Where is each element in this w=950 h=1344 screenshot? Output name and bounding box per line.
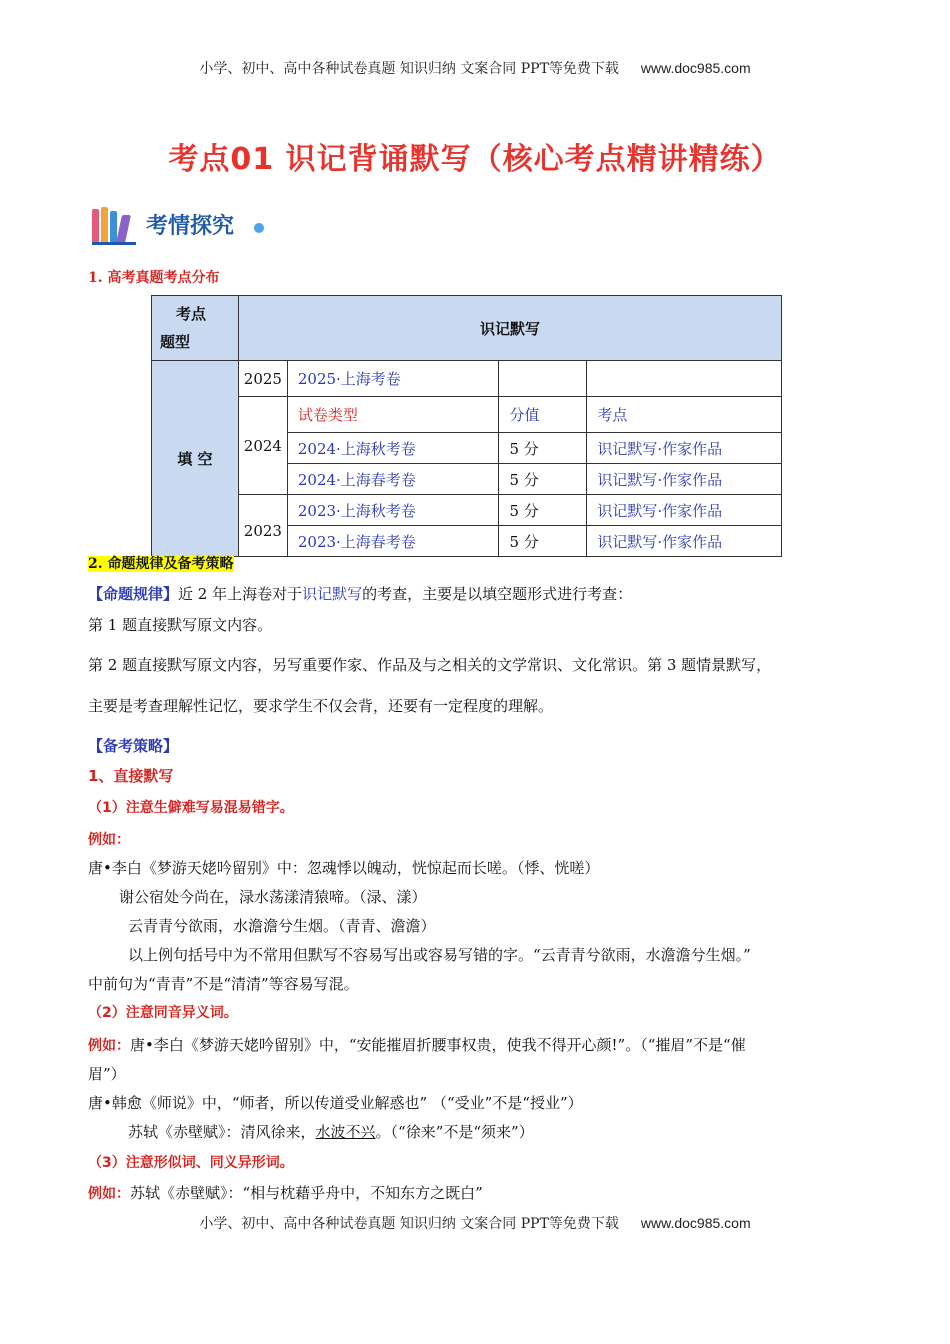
strategy-sub-3: （3）注意形似词、同义异形词。	[88, 1155, 294, 1171]
section2-heading: 2. 命题规律及备考策略	[88, 556, 234, 572]
corner-top-label: 考点	[176, 305, 207, 323]
page-footer	[0, 1213, 950, 1233]
year-cell: 2024	[238, 397, 287, 495]
example-line: 例如：唐•李白《梦游天姥吟留别》中，“安能摧眉折腰事权贵，使我不得开心颜!”。（“摧眉”不是“催	[88, 1036, 746, 1054]
header-url[interactable]: www.doc985.com	[640, 60, 751, 76]
footer-text: 小学、初中、高中各种试卷真题 知识归纳 文案合同 PPT等免费下载	[199, 1216, 619, 1232]
banner-label: 考情探究	[146, 214, 235, 239]
rule-line-2: 第 1 题直接默写原文内容。	[88, 616, 273, 634]
example-line: 云青青兮欲雨，水澹澹兮生烟。（青青、澹澹）	[128, 917, 436, 935]
col-header-paper: 试卷类型	[287, 397, 499, 433]
paper-cell: 2024·上海春考卷	[287, 464, 499, 495]
paper-cell: 2025·上海考卷	[287, 361, 499, 397]
score-cell: 5 分	[499, 526, 587, 557]
paper-cell: 2023·上海春考卷	[287, 526, 499, 557]
books-icon	[92, 205, 136, 243]
underlined-phrase: 水波不兴	[315, 1123, 376, 1141]
empty-cell	[499, 361, 587, 397]
score-cell: 5 分	[499, 495, 587, 526]
rule-paragraph: 【命题规律】近 2 年上海卷对于识记默写的考查，主要是以填空题形式进行考查：	[88, 585, 633, 603]
example-line: 眉”）	[88, 1065, 126, 1083]
side-label-cell: 填 空	[152, 361, 239, 557]
paper-cell: 2024·上海秋考卷	[287, 433, 499, 464]
table-header-cell: 识记默写	[238, 296, 781, 361]
exam-distribution-table	[151, 295, 782, 557]
example-line: 唐•韩愈《师说》中，“师者，所以传道受业解惑也” （“受业”不是“授业”）	[88, 1094, 583, 1112]
strategy-tag: 【备考策略】	[88, 737, 179, 755]
empty-cell	[587, 361, 782, 397]
col-header-point: 考点	[587, 397, 782, 433]
section1-heading: 1. 高考真题考点分布	[88, 270, 220, 286]
year-cell: 2025	[238, 361, 287, 397]
dot-icon	[254, 223, 264, 233]
footer-url[interactable]: www.doc985.com	[640, 1215, 751, 1231]
rule-line-4: 主要是考查理解性记忆，要求学生不仅会背，还要有一定程度的理解。	[88, 697, 554, 715]
strategy-sub-2: （2）注意同音异义词。	[88, 1005, 238, 1021]
example-label: 例如：	[88, 832, 130, 848]
rule-line-3: 第 2 题直接默写原文内容，另写重要作家、作品及与之相关的文学常识、文化常识。第 3 题情景默写，	[88, 656, 772, 674]
corner-bottom-label: 题型	[160, 333, 191, 351]
table-corner-cell	[152, 296, 239, 361]
point-cell: 识记默写·作家作品	[587, 495, 782, 526]
point-cell: 识记默写·作家作品	[587, 433, 782, 464]
page-header	[0, 58, 950, 78]
rule-tag: 【命题规律】	[88, 585, 179, 603]
example-line: 谢公宿处今尚在，渌水荡漾清猿啼。（渌、漾）	[119, 888, 427, 906]
year-cell: 2023	[238, 495, 287, 557]
paper-cell: 2023·上海秋考卷	[287, 495, 499, 526]
point-cell: 识记默写·作家作品	[587, 526, 782, 557]
point-cell: 识记默写·作家作品	[587, 464, 782, 495]
strategy-heading-1: 1、直接默写	[88, 767, 174, 785]
example-line: 例如：苏轼《赤壁赋》：“相与枕藉乎舟中，不知东方之既白”	[88, 1184, 483, 1202]
header-text: 小学、初中、高中各种试卷真题 知识归纳 文案合同 PPT等免费下载	[199, 61, 619, 77]
example-line: 以上例句括号中为不常用但默写不容易写出或容易写错的字。“云青青兮欲雨，水澹澹兮生烟。”	[128, 946, 751, 964]
example-line: 中前句为“青青”不是“清清”等容易写混。	[88, 975, 359, 993]
col-header-score: 分值	[499, 397, 587, 433]
example-line: 苏轼《赤壁赋》：清风徐来，水波不兴。（“徐来”不是“须来”）	[128, 1123, 534, 1141]
page-title: 考点01 识记背诵默写（核心考点精讲精练）	[168, 142, 782, 177]
section-banner	[92, 203, 292, 247]
score-cell: 5 分	[499, 464, 587, 495]
score-cell: 5 分	[499, 433, 587, 464]
strategy-sub-1: （1）注意生僻难写易混易错字。	[88, 800, 294, 816]
example-line: 唐•李白《梦游天姥吟留别》中：忽魂悸以魄动，恍惊起而长嗟。（悸、恍嗟）	[88, 859, 600, 877]
